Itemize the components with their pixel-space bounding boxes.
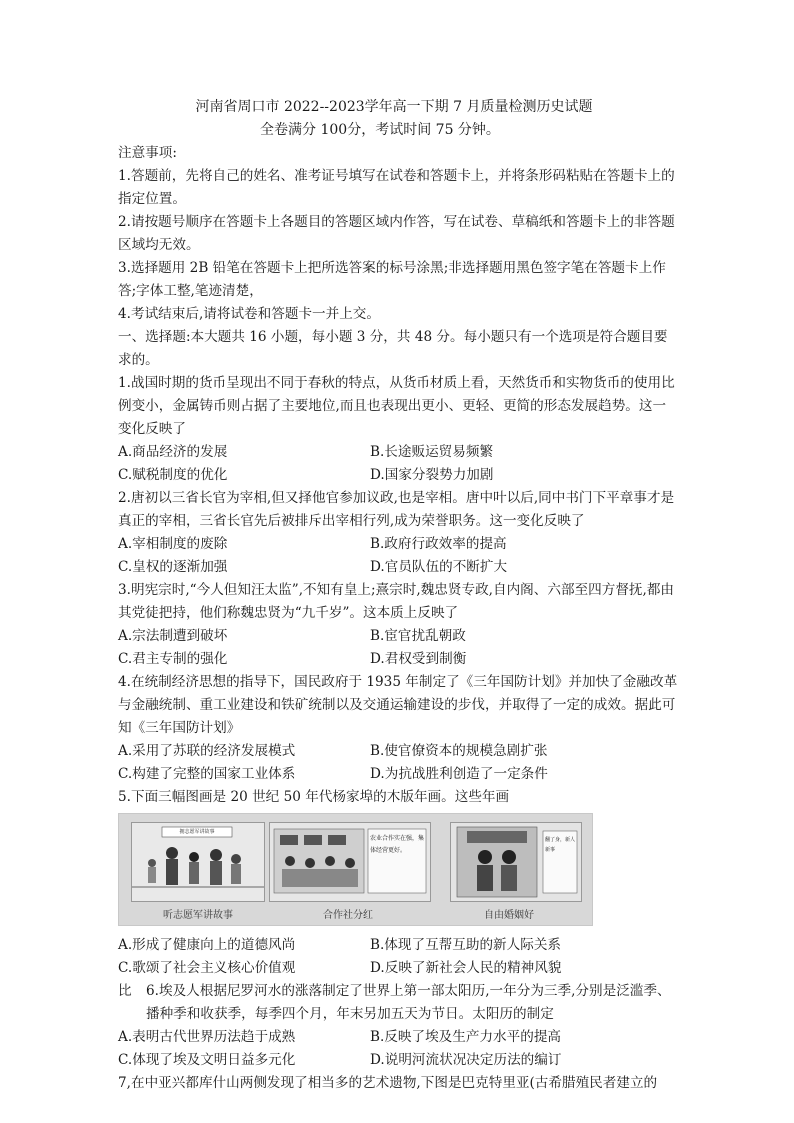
option-d: D.反映了新社会人民的精神风貌 [370, 960, 562, 976]
question-stem: 2.唐初以三省长官为宰相,但又择他官参加议政,也是宰相。唐中叶以后,同中书门下平章事才是真正的宰相，三省长官先后被排斥出宰相行列,成为荣誉职务。这一变化反映了 [118, 490, 675, 529]
question-options [118, 533, 678, 579]
option-c: C.体现了埃及文明日益多元化 [118, 1052, 296, 1068]
option-c: C.君主专制的强化 [118, 651, 228, 667]
option-c: C.歌颂了社会主义核心价值观 [118, 960, 296, 976]
question-stem-block [118, 980, 678, 1026]
exam-subtitle: 全卷满分 100分，考试时间 75 分钟。 [260, 122, 500, 138]
note-item: 2.请按题号顺序在答题卡上各题目的答题区域内作答，写在试卷、草稿纸和答题卡上的非答题区域均无效。 [118, 214, 675, 253]
option-d: D.说明河流状况决定历法的编订 [370, 1052, 562, 1068]
notes-heading: 注意事项: [118, 145, 177, 161]
question-stem: 6.埃及人根据尼罗河水的涨落制定了世界上第一部太阳历,一年分为三季,分别是泛滥季、播种季和收获季，每季四个月，年末另加五天为节日。太阳历的制定 [146, 983, 671, 1022]
print-panel-marriage [450, 822, 582, 902]
panel-text: 农业合作实在强，集体经营更好。 [370, 835, 425, 854]
option-b: B.政府行政效率的提高 [370, 536, 507, 552]
option-c: C.皇权的逐渐加强 [118, 559, 228, 575]
option-c: C.构建了完整的国家工业体系 [118, 766, 296, 782]
note-item: 4.考试结束后,请将试卷和答题卡一并上交。 [118, 306, 380, 322]
option-b: B.体现了互帮互助的新人际关系 [370, 937, 562, 953]
question-stem: 5.下面三幅图画是 20 世纪 50 年代杨家埠的木版年画。这些年画 [118, 789, 510, 805]
option-a: A.形成了健康向上的道德风尚 [118, 937, 296, 953]
option-a: A.表明古代世界历法趋于成熟 [118, 1029, 296, 1045]
figure-caption: 合作社分红 [323, 910, 373, 921]
figure-caption: 自由婚姻好 [484, 910, 534, 921]
option-b: B.长途贩运贸易频繁 [370, 444, 494, 460]
question-stem: 7,在中亚兴都库什山两侧发现了相当多的艺术遗物,下图是巴克特里亚(古希腊殖民者建立的 [118, 1075, 658, 1091]
option-a: A.商品经济的发展 [118, 444, 228, 460]
margin-mark: 比 [118, 983, 132, 999]
question-options [118, 1026, 678, 1072]
note-item: 3.选择题用 2B 铅笔在答题卡上把所选答案的标号涂黑;非选择题用黑色签字笔在答题卡上作答;字体工整,笔迹清楚， [118, 260, 666, 299]
panel-text: 翻了身，新人新事 [545, 837, 576, 853]
question-options [118, 441, 678, 487]
option-b: B.使官僚资本的规模急剧扩张 [370, 743, 548, 759]
option-c: C.赋税制度的优化 [118, 467, 228, 483]
option-d: D.为抗战胜利创造了一定条件 [370, 766, 548, 782]
question-options [118, 740, 678, 786]
option-b: B.反映了埃及生产力水平的提高 [370, 1029, 562, 1045]
question-stem: 4.在统制经济思想的指导下，国民政府于 1935 年制定了《三年国防计划》并加快了金融改革与金融统制、重工业建设和铁矿统制以及交通运输建设的步伐，并取得了一定的成效。据此可知《三年国防计划》 [118, 674, 678, 736]
print-panel-cooperative [269, 822, 431, 902]
option-d: D.国家分裂势力加剧 [370, 467, 494, 483]
option-a: A.宗法制遭到破坏 [118, 628, 228, 644]
woodblock-prints-figure [118, 813, 593, 926]
question-stem: 1.战国时期的货币呈现出不同于春秋的特点，从货币材质上看，天然货币和实物货币的使用比例变小，金属铸币则占据了主要地位,而且也表现出更小、更轻、更简的形态发展趋势。这一变化反映了 [118, 375, 675, 437]
note-item: 1.答题前，先将自己的姓名、准考证号填写在试卷和答题卡上，并将条形码粘贴在答题卡上的指定位置。 [118, 168, 675, 207]
question-stem: 3.明宪宗时,“今人但知汪太监”,不知有皇上;熹宗时,魏忠贤专政,自内阁、六部至四方督抚,都由其党徒把持，他们称魏忠贤为“九千岁”。这本质上反映了 [118, 582, 675, 621]
print-panel-storytelling [131, 822, 265, 902]
question-options [118, 625, 678, 671]
section-heading: 一、选择题:本大题共 16 小题，每小题 3 分，共 48 分。每小题只有一个选项是符合题目要求的。 [118, 329, 668, 368]
figure-caption: 听志愿军讲故事 [163, 910, 233, 921]
question-options [118, 934, 678, 980]
option-a: A.宰相制度的废除 [118, 536, 228, 552]
exam-title: 河南省周口市 2022--2023学年高一下期 7 月质量检测历史试题 [195, 99, 593, 115]
option-a: A.采用了苏联的经济发展模式 [118, 743, 296, 759]
option-d: D.官员队伍的不断扩大 [370, 559, 508, 575]
exam-page [118, 96, 678, 1095]
option-d: D.君权受到制衡 [370, 651, 467, 667]
option-b: B.宦官扰乱朝政 [370, 628, 466, 644]
panel-text: 拥志愿军讲故事 [179, 829, 215, 835]
